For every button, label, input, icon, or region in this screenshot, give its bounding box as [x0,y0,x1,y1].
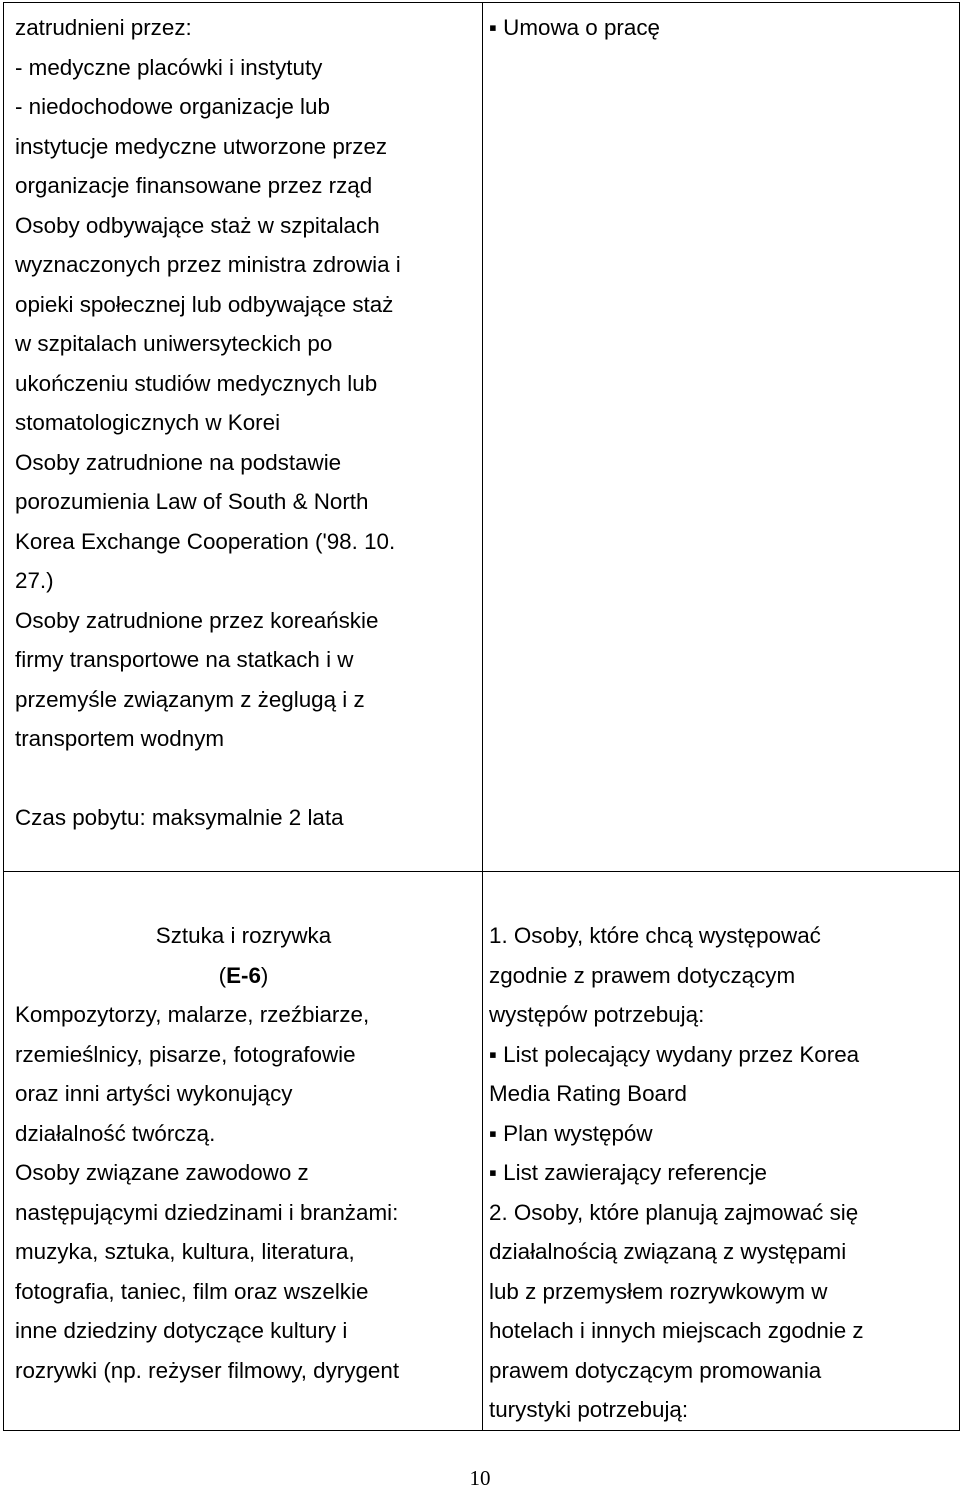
text-line: działalnością związaną z występami [489,1239,847,1264]
text-line: Osoby odbywające staż w szpitalach [15,212,380,238]
bullet-item: ▪ Plan występów [489,1114,949,1154]
text-line: turystyki potrzebują: [489,1397,689,1422]
text-line: muzyka, sztuka, kultura, literatura, [15,1239,355,1264]
text-line: przemyśle związanym z żeglugą i z [15,686,365,712]
text-line: Kompozytorzy, malarze, rzeźbiarze, [15,1002,370,1027]
text-line: hotelach i innych miejscach zgodnie z [489,1318,864,1343]
text-line: w szpitalach uniwersyteckich po [15,331,333,356]
bullet-item: ▪ List zawierający referencje [489,1153,949,1193]
requirements-cell [483,872,960,1431]
text-line: Osoby zatrudnione na podstawie [15,449,342,475]
eligibility-text [4,3,482,838]
text-line: rozrywki (np. reżyser filmowy, dyrygent [15,1357,400,1383]
text-line: 27.) [15,568,54,593]
text-line: organizacje finansowane przez rząd [15,173,373,198]
table-row [4,872,960,1431]
visa-requirements-table [3,2,960,1431]
text-line: ukończeniu studiów medycznych lub [15,370,378,396]
eligibility-cell [4,3,483,872]
text-line: stomatologicznych w Korei [15,410,281,435]
text-line: następującymi dziedzinami i branżami: [15,1199,399,1225]
text-line: - medyczne placówki i instytuty [15,54,323,80]
text-line: działalność twórczą. [15,1120,216,1146]
text-line: firmy transportowe na statkach i w [15,647,354,672]
page-number: 10 [469,1466,491,1490]
text-line: 1. Osoby, które chcą występować [489,923,821,948]
text-line: zatrudnieni przez: [15,15,192,40]
category-cell [4,872,483,1431]
text-line: Media Rating Board [489,1081,687,1106]
documents-cell [483,3,960,872]
paren-close: ) [260,962,269,988]
requirements-text [483,872,959,1430]
paren-open: ( [218,962,227,988]
text-line: transportem wodnym [15,726,225,751]
blank-line [15,759,472,799]
text-line: występów potrzebują: [489,1002,705,1027]
text-line: 2. Osoby, które planują zajmować się [489,1199,859,1225]
category-text [4,872,482,1390]
text-line: wyznaczonych przez ministra zdrowia i [15,252,401,277]
text-line: fotografia, taniec, film oraz wszelkie [15,1278,369,1304]
stay-duration: Czas pobytu: maksymalnie 2 lata [15,805,344,830]
text-line: Korea Exchange Cooperation ('98. 10. [15,528,396,554]
documents-text [483,3,959,48]
text-line: Osoby zatrudnione przez koreańskie [15,607,379,633]
text-line: Osoby związane zawodowo z [15,1160,309,1185]
category-code-line [15,956,472,996]
category-code: E-6 [226,962,261,988]
category-title: Sztuka i rozrywka [155,923,332,948]
text-line: prawem dotyczącym promowania [489,1357,822,1383]
text-line: porozumienia Law of South & North [15,489,369,514]
table-row [4,3,960,872]
text-line: instytucje medyczne utworzone przez [15,133,388,159]
text-line: inne dziedziny dotyczące kultury i [15,1318,348,1343]
text-line: - niedochodowe organizacje lub [15,94,330,119]
text-line: oraz inni artyści wykonujący [15,1081,293,1106]
text-line: lub z przemysłem rozrywkowym w [489,1278,828,1304]
text-line: rzemieślnicy, pisarze, fotografowie [15,1041,356,1067]
bullet-item: ▪ Umowa o pracę [489,8,949,48]
text-line: opieki społecznej lub odbywające staż [15,291,394,317]
bullet-item: ▪ List polecający wydany przez Korea [489,1035,949,1075]
text-line: zgodnie z prawem dotyczącym [489,962,796,988]
